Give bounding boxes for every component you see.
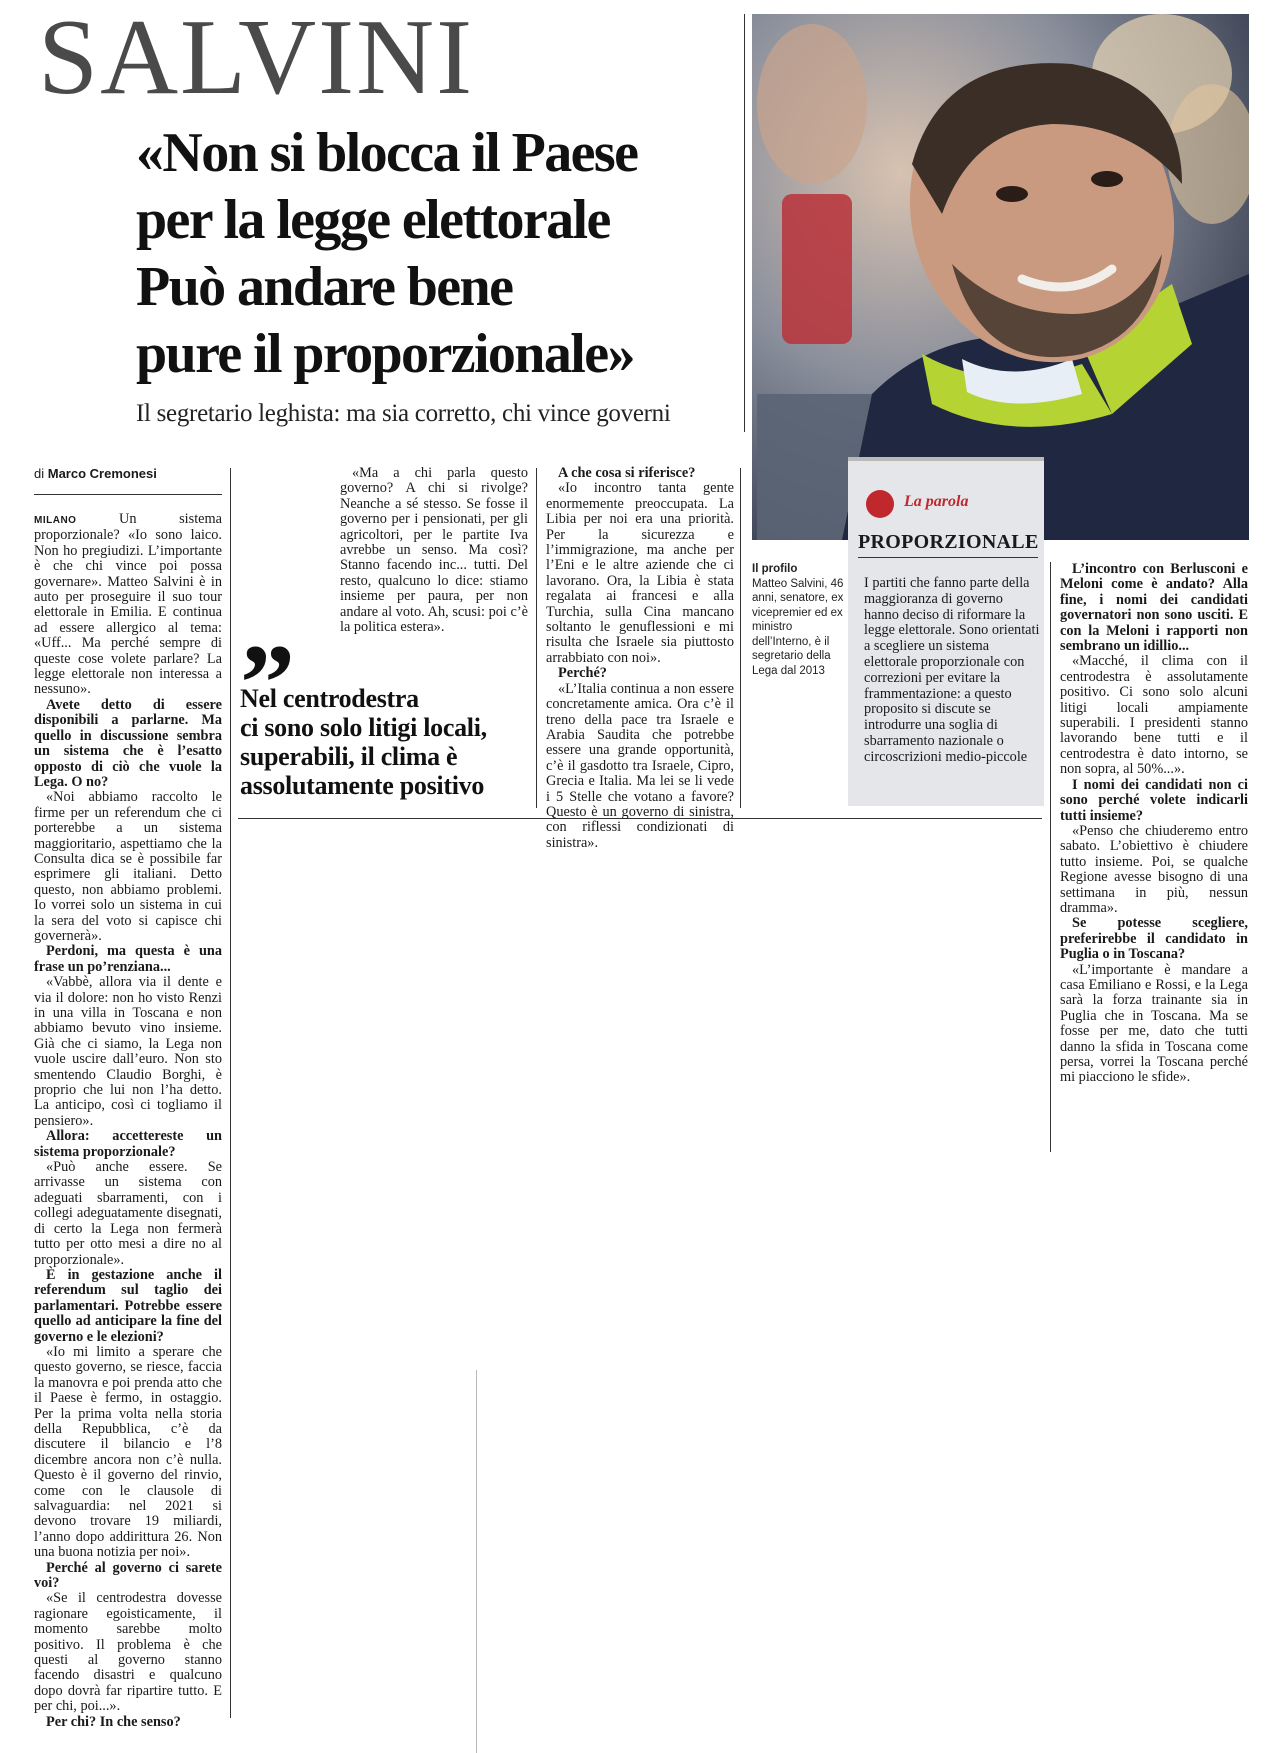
circle-icon bbox=[866, 490, 894, 518]
question: I nomi dei candidati non ci sono perché volete indicarli tutti insieme? bbox=[1060, 776, 1248, 824]
glossary-text: I partiti che fanno parte della maggioranza di governo hanno deciso di riformare la legge elettorale. Sono orientati a scegliere un sistema elettorale proporzionale con correzioni per evitare la frammentazione: a questo proposito si discute se introdurre una soglia di sbarramento nazionale o circoscrizioni medio-piccole bbox=[864, 575, 1040, 765]
answer: «Può anche essere. Se arrivasse un sistema con adeguati sbarramenti, con i collegi adeguatamente disegnati, di certo la Lega non fermerà tutto per otto mesi a dire no al proporzionale». bbox=[34, 1159, 222, 1268]
answer: «Vabbè, allora via il dente e via il dolore: non ho visto Renzi in una villa in Toscana e non abbiamo bevuto vino insieme. Già che ci siamo, la Lega non vuole uscire dall’euro. Non sto smentendo Claudio Borghi, è proprio che lui non l’ha detto. La anticipo, così ci togliamo il pensiero». bbox=[34, 974, 222, 1129]
answer: «Noi abbiamo raccolto le firme per un referendum che ci porterebbe a un sistema maggioritario, aspettiamo che la Consulta dica se è possibile far esprimere gli italiani. Detto questo, non abbiamo problemi. Io vorrei solo un sistema in cui la sera del voto si capisce chi governerà». bbox=[34, 789, 222, 944]
answer: «Penso che chiuderemo entro sabato. L’obiettivo è chiudere tutto insieme. Poi, se qualche Regione avesse bisogno di una settimana in più, nessun dramma». bbox=[1060, 822, 1248, 916]
profile-text: Matteo Salvini, 46 anni, senatore, ex vicepremier ed ex ministro dell’Interno, è il segretario della Lega dal 2013 bbox=[752, 577, 844, 677]
byline-rule bbox=[34, 494, 222, 495]
question: È in gestazione anche il referendum sul taglio dei parlamentari. Potrebbe essere quello ad anticipare la fine del governo e le elezioni? bbox=[34, 1266, 222, 1345]
byline-author: Marco Cremonesi bbox=[47, 466, 157, 481]
column-divider-2 bbox=[536, 468, 537, 808]
answer: «Io incontro tanta gente enormemente preoccupata. La Libia per noi era una priorità. Per la sicurezza e l’immigrazione, ma anche per l’Eni e le altre aziende che ci lavorano. Ora, la Libia è stata regalata ai francesi e alla Turchia, sulla Cina mancano soltanto le genuflessioni e mi risulta che Israele sia piuttosto arrabbiato con noi». bbox=[546, 480, 734, 666]
question: Per chi? In che senso? bbox=[46, 1713, 181, 1730]
article-column-3 bbox=[546, 466, 734, 851]
question: A che cosa si riferisce? bbox=[558, 465, 696, 481]
article-column-4 bbox=[1060, 562, 1248, 1086]
profile-title: Il profilo bbox=[752, 563, 798, 575]
answer: «Io mi limito a sperare che questo governo, se riesce, faccia la manovra e poi prenda atto che il Paese è fermo, in ostaggio. Per la prima volta nella storia della Repubblica, c’è da discutere il bilancio e l’8 dicembre ancora non c’è nulla. Questo è il governo del rinvio, come con le clausole di salvaguardia: nel 2021 si devono trovare 19 miliardi, l’anno dopo addirittura 26. Non una buona notizia per noi». bbox=[34, 1343, 222, 1561]
quote-mark-icon bbox=[240, 628, 295, 688]
answer: «Se il centrodestra dovesse ragionare egoisticamente, il momento sarebbe molto positivo. Il problema è che questi al governo stanno facendo disastri e qualcuno dopo dovrà far ripartire tutto. E per chi, poi...». bbox=[34, 1590, 222, 1715]
answer: «Macché, il clima con il centrodestra è assolutamente positivo. Ci sono solo alcuni litigi locali ampiamente superabili. I presidenti stanno lavorando bene tutti e il centrodestra è dato intorno, se non sopra, al 50%...». bbox=[1060, 653, 1248, 778]
subheadline: Il segretario leghista: ma sia corretto, chi vince governi bbox=[136, 400, 671, 427]
header-divider bbox=[744, 14, 745, 432]
lead-paragraph: MILANO Un sistema proporzionale? «Io sono laico. Non ho pregiudizi. L’importante è che chi vince poi possa governare». Matteo Salvini è in auto per proseguire il suo tour elettorale in Emilia. E continua ad essere allergico al tema: «Uff... Ma perché sempre di queste cose volete parlare? La legge elettorale non interessa a nessuno». bbox=[34, 511, 222, 698]
dateline: MILANO bbox=[34, 515, 77, 526]
question: Allora: accettereste un sistema proporzionale? bbox=[34, 1128, 222, 1160]
column-divider-1 bbox=[230, 468, 231, 1718]
glossary-label: La parola bbox=[904, 493, 969, 510]
glossary-title: PROPORZIONALE bbox=[858, 531, 1038, 558]
answer: «Ma a chi parla questo governo? A chi si rivolge? Neanche a sé stesso. Se fosse il governo per i pensionati, per gli agricoltori, per le partite Iva avrebbe un senso. Ma così? Stanno facendo inc... tutti. Del resto, qualcuno lo dice: stiamo insieme per paura, per non andare al voto. Ah, scusi: poi c’è la politica estera». bbox=[340, 465, 528, 636]
answer: «L’Italia continua a non essere concretamente amica. Ora c’è il treno della pace tra Israele e Arabia Saudita che potrebbe essere una grande opportunità, c’è il gasdotto tra Israele, Cipro, Grecia e Italia. Ma lei se li vede i 5 Stelle che votano a favore? Questo è un governo di sinistra, con riflessi condizionati di sinistra». bbox=[546, 680, 734, 851]
question: Se potesse scegliere, preferirebbe il candidato in Puglia o in Toscana? bbox=[1060, 915, 1248, 963]
question: Perché? bbox=[558, 665, 607, 682]
byline bbox=[34, 466, 218, 481]
column-divider-4 bbox=[1050, 562, 1051, 1152]
byline-prefix: di bbox=[34, 466, 48, 481]
article-column-1 bbox=[34, 512, 222, 1730]
question: Perché al governo ci sarete voi? bbox=[34, 1559, 222, 1592]
pullquote: Nel centrodestra ci sono solo litigi locali, superabili, il clima è assolutamente positivo bbox=[240, 684, 487, 800]
question: L’incontro con Berlusconi e Meloni come è andato? Alla fine, i nomi dei candidati governatori non sono usciti. E con la Meloni i rapporti non sembrano un idillio... bbox=[1060, 561, 1248, 655]
question: Perdoni, ma questa è una frase un po’renziana... bbox=[34, 943, 222, 975]
kicker: SALVINI bbox=[38, 0, 475, 117]
question: Avete detto di essere disponibili a parlarne. Ma quello in discussione sembra un sistema che è l’esatto opposto di ciò che vuole la Lega. O no? bbox=[34, 696, 222, 790]
answer: «L’importante è mandare a casa Emiliano e Rossi, e la Lega sarà la forza trainante sia in Puglia che in Toscana. Ma se fosse per me, dato che tutti danno la sfida in Toscana come persa, vorrei la Toscana perché mi piacciono le sfide». bbox=[1060, 961, 1248, 1086]
column-divider-3 bbox=[740, 468, 741, 808]
article-column-2 bbox=[340, 466, 528, 635]
profile-box bbox=[752, 562, 846, 678]
headline: «Non si blocca il Paese per la legge elettorale Può andare bene pure il proporzionale» bbox=[136, 122, 638, 385]
column-divider-faint bbox=[476, 1370, 477, 1753]
